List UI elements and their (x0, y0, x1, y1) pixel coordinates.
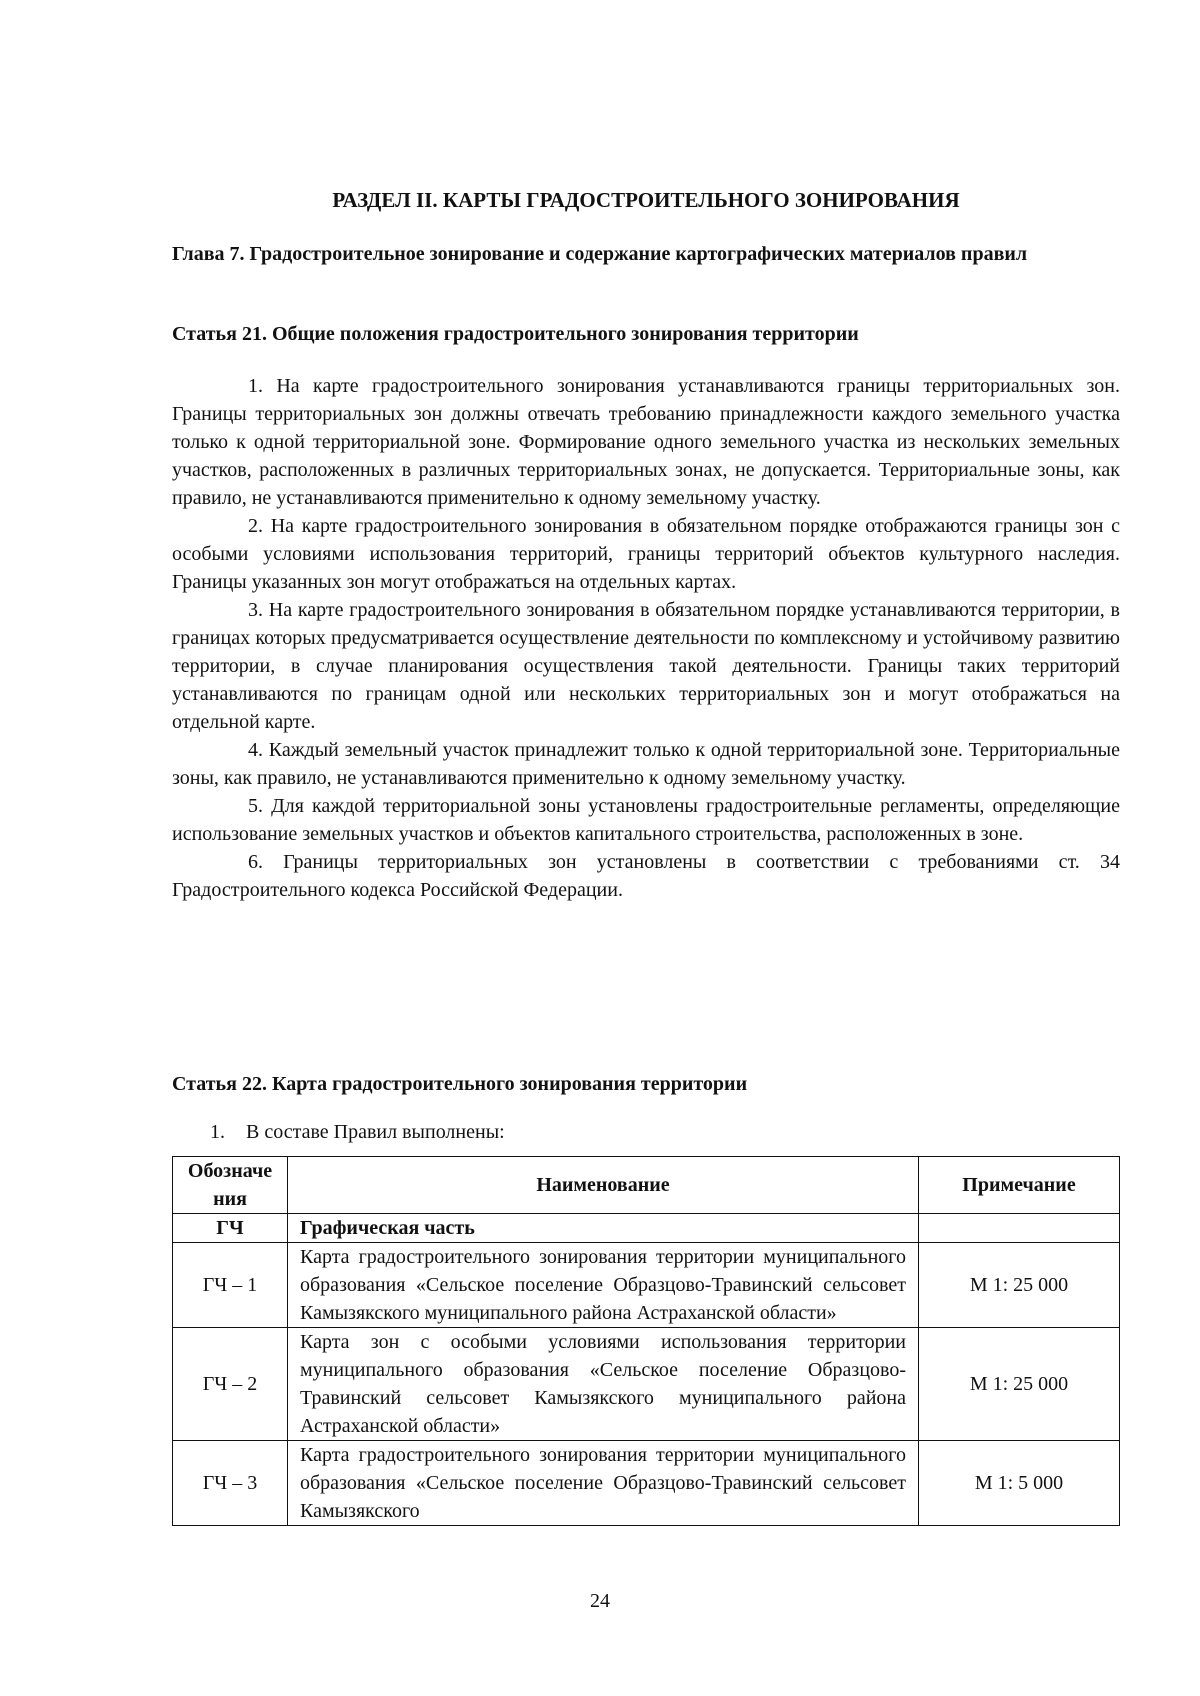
list-text: В составе Правил выполнены: (246, 1121, 505, 1143)
table-group-row (173, 1214, 1120, 1243)
row-code: ГЧ – 2 (173, 1328, 288, 1441)
paragraph: 6. Границы территориальных зон установлены в соответствии с требованиями ст. 34 Градостроительного кодекса Российской Федерации. (172, 851, 1120, 901)
paragraph: 4. Каждый земельный участок принадлежит только к одной территориальной зоне. Территориальные зоны, как правило, не устанавливаются применительно к одному земельному участку. (172, 739, 1120, 789)
section-title: РАЗДЕЛ II. КАРТЫ ГРАДОСТРОИТЕЛЬНОГО ЗОНИРОВАНИЯ (332, 188, 960, 212)
header-designation: Обозначе ния (173, 1157, 288, 1214)
list-number: 1. (210, 1121, 225, 1143)
table-row (173, 1243, 1120, 1328)
table-row (173, 1441, 1120, 1526)
article-22-title: Статья 22. Карта градостроительного зонирования территории (172, 1073, 748, 1095)
header-note: Примечание (919, 1157, 1120, 1214)
paragraph: 3. На карте градостроительного зонирования в обязательном порядке устанавливаются территории, в границах которых предусматривается осуществление деятельности по комплексному и устойчивому развитию территории, в случае планирования осуществления такой деятельности. Границы таких территорий устанавливаются по границам одной или нескольких территориальных зон и могут отображаться на отдельной карте. (172, 599, 1120, 733)
article-21-title: Статья 21. Общие положения градостроительного зонирования территории (172, 323, 859, 345)
paragraph: 5. Для каждой территориальной зоны установлены градостроительные регламенты, определяющие использование земельных участков и объектов капитального строительства, расположенных в зоне. (172, 795, 1120, 845)
row-note: М 1: 25 000 (919, 1328, 1120, 1441)
table-header-row (173, 1157, 1120, 1214)
article-21-body (172, 372, 1120, 904)
group-note (919, 1214, 1120, 1243)
paragraph: 2. На карте градостроительного зонирования в обязательном порядке отображаются границы зон с особыми условиями использования территорий, границы территорий объектов культурного наследия. Границы указанных зон могут отображаться на отдельных картах. (172, 515, 1120, 593)
row-note: М 1: 5 000 (919, 1441, 1120, 1526)
paragraph: 1. На карте градостроительного зонирования устанавливаются границы территориальных зон. Границы территориальных зон должны отвечать требованию принадлежности каждого земельного участка только к одной территориальной зоне. Формирование одного земельного участка из нескольких земельных участков, расположенных в различных территориальных зонах, не допускается. Территориальные зоны, как правило, не устанавливаются применительно к одному земельному участку. (172, 375, 1120, 509)
page-number: 24 (590, 1590, 610, 1612)
row-name: Карта градостроительного зонирования территории муниципального образования «Сельское поселение Образцово-Травинский сельсовет Камызякского (288, 1441, 919, 1526)
header-name: Наименование (288, 1157, 919, 1214)
row-note: М 1: 25 000 (919, 1243, 1120, 1328)
row-code: ГЧ – 3 (173, 1441, 288, 1526)
list-item (210, 1118, 1110, 1146)
table-row (173, 1328, 1120, 1441)
row-name: Карта градостроительного зонирования территории муниципального образования «Сельское поселение Образцово-Травинский сельсовет Камызякского муниципального района Астраханской области» (288, 1243, 919, 1328)
group-name: Графическая часть (288, 1214, 919, 1243)
group-code: ГЧ (173, 1214, 288, 1243)
row-name: Карта зон с особыми условиями использования территории муниципального образования «Сельское поселение Образцово-Травинский сельсовет Камызякского муниципального района Астраханской области» (288, 1328, 919, 1441)
documents-table (172, 1156, 1120, 1526)
row-code: ГЧ – 1 (173, 1243, 288, 1328)
chapter-title: Глава 7. Градостроительное зонирование и содержание картографических материалов правил (172, 243, 1028, 265)
